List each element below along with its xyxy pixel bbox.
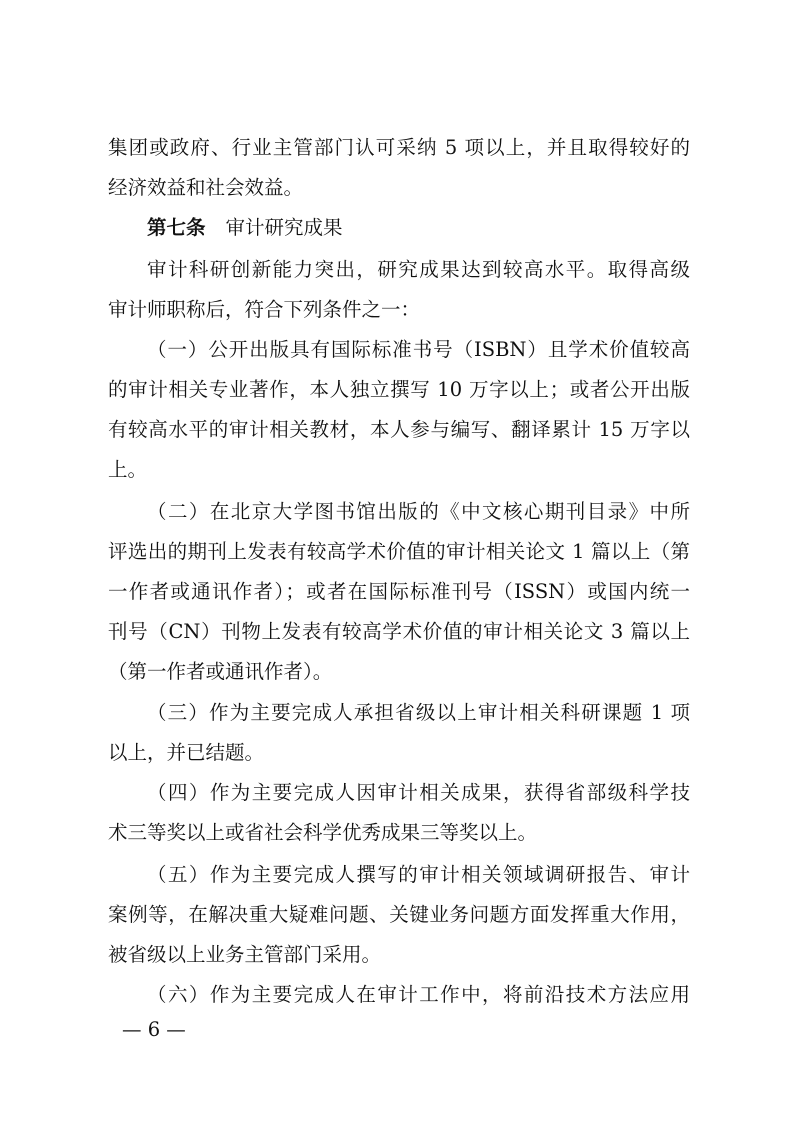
text-line: 一作者或通讯作者）；或者在国际标准刊号（ISSN）或国内统一	[108, 580, 690, 603]
text-line: （四）作为主要完成人因审计相关成果，获得省部级科学技	[147, 781, 690, 804]
page-number: — 6 —	[122, 1018, 186, 1041]
text-line: 以上，并已结题。	[108, 741, 265, 764]
text-line: 审计科研创新能力突出，研究成果达到较高水平。取得高级	[147, 258, 690, 281]
text-line: 的审计相关专业著作，本人独立撰写 10 万字以上；或者公开出版	[108, 378, 690, 401]
text-line: 术三等奖以上或省社会科学优秀成果三等奖以上。	[108, 821, 538, 844]
article-title: 审计研究成果	[225, 216, 343, 239]
text-line: 经济效益和社会效益。	[108, 176, 304, 199]
text-line: 刊号（CN）刊物上发表有较高学术价值的审计相关论文 3 篇以上	[108, 620, 690, 643]
article-heading	[147, 208, 343, 248]
text-line: 案例等，在解决重大疑难问题、关键业务问题方面发挥重大作用，	[108, 903, 690, 926]
text-line: 上。	[108, 458, 148, 481]
text-line: 评选出的期刊上发表有较高学术价值的审计相关论文 1 篇以上（第	[108, 540, 690, 563]
text-line: （二）在北京大学图书馆出版的《中文核心期刊目录》中所	[147, 500, 690, 523]
article-label: 第七条	[147, 216, 206, 239]
text-line: （第一作者或通讯作者）。	[108, 660, 333, 683]
text-line: 被省级以上业务主管部门采用。	[108, 943, 382, 966]
text-line: （三）作为主要完成人承担省级以上审计相关科研课题 1 项	[147, 701, 690, 724]
text-line: 集团或政府、行业主管部门认可采纳 5 项以上，并且取得较好的	[108, 136, 690, 159]
text-line: （六）作为主要完成人在审计工作中，将前沿技术方法应用	[147, 983, 690, 1006]
text-line: 审计师职称后，符合下列条件之一：	[108, 298, 421, 321]
text-line: （五）作为主要完成人撰写的审计相关领域调研报告、审计	[147, 863, 690, 886]
text-line: （一）公开出版具有国际标准书号（ISBN）且学术价值较高	[147, 338, 690, 361]
text-line: 有较高水平的审计相关教材，本人参与编写、翻译累计 15 万字以	[108, 418, 690, 441]
